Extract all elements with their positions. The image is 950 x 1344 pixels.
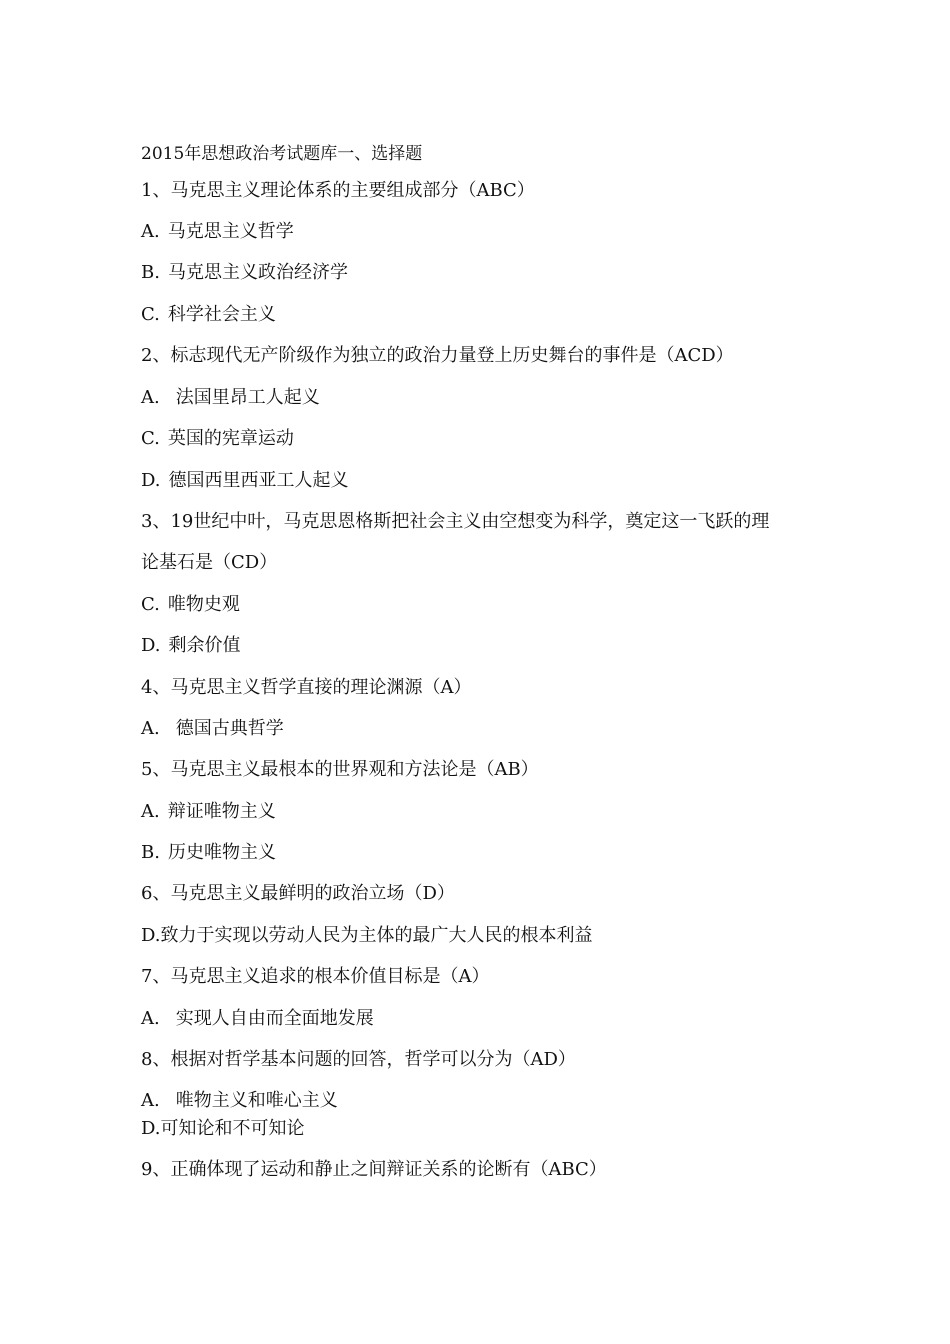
option-line xyxy=(141,634,241,658)
option-line xyxy=(141,800,276,824)
question-6: 6、马克思主义最鲜明的政治立场（D） xyxy=(141,883,455,904)
option-line xyxy=(141,469,349,493)
question-9: 9、正确体现了运动和静止之间辩证关系的论断有（ABC） xyxy=(141,1159,607,1180)
option-line xyxy=(141,220,294,244)
option-letter: B. xyxy=(141,842,160,863)
option-text: 剩余价值 xyxy=(168,635,241,656)
option-line: D.可知论和不可知论 xyxy=(141,1118,305,1139)
option-text: 德国古典哲学 xyxy=(175,718,284,739)
question-3-continued: 论基石是（CD） xyxy=(141,552,278,573)
option-line xyxy=(141,1089,338,1113)
option-letter: A. xyxy=(141,221,160,242)
question-3: 3、19世纪中叶，马克思恩格斯把社会主义由空想变为科学，奠定这一飞跃的理 xyxy=(141,511,770,532)
option-letter: A. xyxy=(141,1090,160,1111)
option-line xyxy=(141,261,348,285)
option-letter: B. xyxy=(141,262,160,283)
option-line xyxy=(141,717,284,741)
question-2: 2、标志现代无产阶级作为独立的政治力量登上历史舞台的事件是（ACD） xyxy=(141,345,734,366)
question-4: 4、马克思主义哲学直接的理论渊源（A） xyxy=(141,677,472,698)
option-line xyxy=(141,1007,374,1031)
option-line xyxy=(141,841,276,865)
document-title: 2015年思想政治考试题库一、选择题 xyxy=(141,144,423,164)
option-letter: A. xyxy=(141,718,160,739)
option-line xyxy=(141,427,294,451)
option-line xyxy=(141,593,240,617)
option-text: 马克思主义政治经济学 xyxy=(167,262,348,283)
option-text: 唯物史观 xyxy=(167,594,240,615)
option-letter: D. xyxy=(141,470,161,491)
option-letter: A. xyxy=(141,1008,160,1029)
option-text: 英国的宪章运动 xyxy=(167,428,294,449)
option-letter: C. xyxy=(141,304,160,325)
question-1: 1、马克思主义理论体系的主要组成部分（ABC） xyxy=(141,180,535,201)
question-8: 8、根据对哲学基本问题的回答，哲学可以分为（AD） xyxy=(141,1049,576,1070)
question-5: 5、马克思主义最根本的世界观和方法论是（AB） xyxy=(141,759,539,780)
option-text: 德国西里西亚工人起义 xyxy=(168,470,349,491)
question-7: 7、马克思主义追求的根本价值目标是（A） xyxy=(141,966,490,987)
option-letter: C. xyxy=(141,428,160,449)
option-text: 科学社会主义 xyxy=(167,304,276,325)
option-text: 历史唯物主义 xyxy=(167,842,276,863)
option-text: 法国里昂工人起义 xyxy=(175,387,320,408)
option-line: D.致力于实现以劳动人民为主体的最广大人民的根本利益 xyxy=(141,925,593,946)
option-text: 实现人自由而全面地发展 xyxy=(175,1008,374,1029)
option-line xyxy=(141,386,320,410)
option-text: 辩证唯物主义 xyxy=(167,801,276,822)
option-letter: A. xyxy=(141,387,160,408)
option-line xyxy=(141,303,276,327)
option-letter: D. xyxy=(141,635,161,656)
option-letter: C. xyxy=(141,594,160,615)
option-letter: A. xyxy=(141,801,160,822)
option-text: 唯物主义和唯心主义 xyxy=(175,1090,338,1111)
option-text: 马克思主义哲学 xyxy=(167,221,294,242)
